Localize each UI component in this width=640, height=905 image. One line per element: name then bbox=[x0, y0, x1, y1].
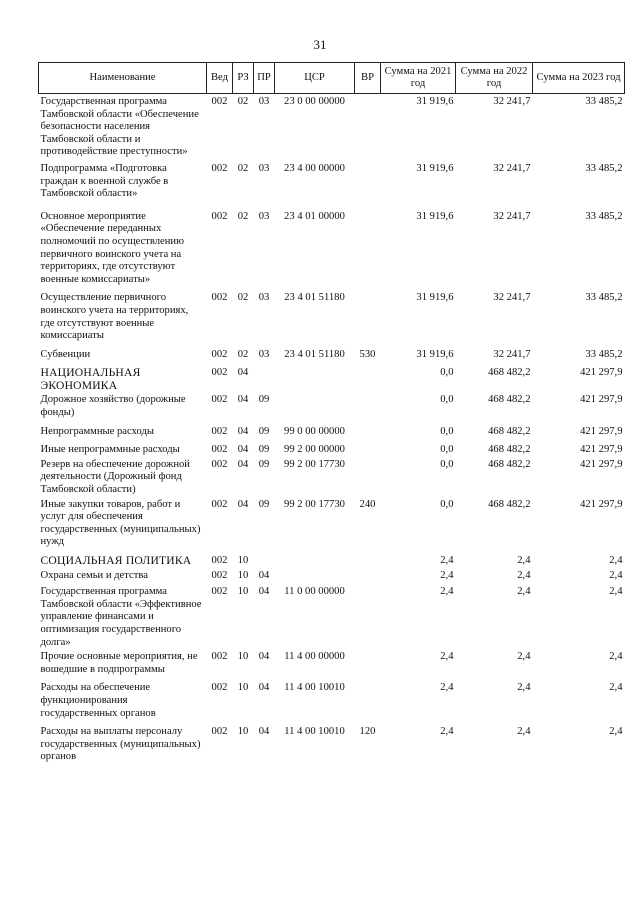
budget-table bbox=[38, 62, 625, 770]
row-pr: 09 bbox=[258, 444, 270, 456]
col-header-vr: ВР bbox=[355, 63, 381, 94]
row-ved: 002 bbox=[211, 651, 228, 663]
row-rz: 02 bbox=[237, 292, 249, 304]
row-name: Государственная программа Тамбовской области «Обеспечение безопасности населения Тамбовской области и противодействие преступности» bbox=[40, 96, 199, 158]
row-vr bbox=[355, 586, 381, 651]
table-row bbox=[39, 682, 625, 726]
row-rz: 02 bbox=[237, 96, 249, 107]
col-header-csr: ЦСР bbox=[275, 63, 355, 94]
row-sum-2022: 2,4 bbox=[517, 569, 531, 581]
row-pr: 03 bbox=[258, 348, 270, 360]
table-row bbox=[39, 367, 625, 394]
row-pr: 04 bbox=[258, 569, 270, 581]
row-ved: 002 bbox=[211, 498, 228, 510]
row-sum-2023: 421 297,9 bbox=[580, 425, 623, 437]
row-pr: 09 bbox=[258, 425, 270, 437]
row-rz: 02 bbox=[237, 348, 249, 360]
row-sum-2023: 2,4 bbox=[609, 726, 623, 738]
row-sum-2021: 2,4 bbox=[440, 651, 454, 663]
row-csr: 99 2 00 17730 bbox=[284, 458, 345, 470]
row-name: НАЦИОНАЛЬНАЯ ЭКОНОМИКА bbox=[40, 366, 141, 392]
table-row bbox=[39, 555, 625, 570]
row-rz: 04 bbox=[237, 458, 249, 470]
row-sum-2022: 32 241,7 bbox=[493, 210, 531, 222]
row-pr: 04 bbox=[258, 682, 270, 694]
row-name: Государственная программа Тамбовской области «Эффективное управление финансами и оптимизация государственного долга» bbox=[40, 586, 202, 648]
row-vr bbox=[355, 682, 381, 726]
row-sum-2023: 33 485,2 bbox=[585, 210, 623, 222]
table-body bbox=[39, 94, 625, 770]
row-sum-2023: 2,4 bbox=[609, 586, 623, 598]
row-csr: 11 4 00 10010 bbox=[284, 682, 345, 694]
row-name: Прочие основные мероприятия, не вошедшие в подпрограммы bbox=[40, 651, 198, 675]
row-name: СОЦИАЛЬНАЯ ПОЛИТИКА bbox=[40, 554, 192, 567]
row-ved: 002 bbox=[211, 96, 228, 107]
row-vr bbox=[355, 94, 381, 163]
row-sum-2023: 2,4 bbox=[609, 569, 623, 581]
row-pr: 04 bbox=[258, 586, 270, 598]
row-pr: 04 bbox=[258, 726, 270, 738]
row-ved: 002 bbox=[211, 394, 228, 406]
row-rz: 10 bbox=[237, 651, 249, 663]
col-header-sum-2023: Сумма на 2023 год bbox=[533, 63, 625, 94]
row-ved: 002 bbox=[211, 458, 228, 470]
row-csr bbox=[275, 555, 355, 570]
row-name: Резерв на обеспечение дорожной деятельности (Дорожный фонд Тамбовской области) bbox=[40, 458, 190, 496]
row-pr: 03 bbox=[258, 96, 270, 107]
table-row bbox=[39, 349, 625, 368]
row-pr: 03 bbox=[258, 292, 270, 304]
row-sum-2023: 421 297,9 bbox=[580, 458, 623, 470]
table-row bbox=[39, 444, 625, 459]
row-vr: 120 bbox=[359, 726, 376, 738]
row-sum-2022: 468 482,2 bbox=[488, 444, 531, 456]
row-sum-2023: 33 485,2 bbox=[585, 162, 623, 174]
row-name: Иные закупки товаров, работ и услуг для обеспечения государственных (муниципальных) нужд bbox=[40, 498, 201, 548]
row-sum-2021: 0,0 bbox=[440, 367, 454, 379]
row-ved: 002 bbox=[211, 586, 228, 598]
row-name: Основное мероприятие «Обеспечение переданных полномочий по осуществлению первичного воинского учета на территориях, где отсутствуют военные комиссариаты» bbox=[40, 210, 185, 285]
row-csr: 99 0 00 00000 bbox=[284, 425, 345, 437]
row-csr: 99 2 00 00000 bbox=[284, 444, 345, 456]
row-name: Дорожное хозяйство (дорожные фонды) bbox=[40, 394, 186, 419]
row-sum-2022: 2,4 bbox=[517, 586, 531, 598]
row-vr bbox=[355, 367, 381, 394]
row-csr bbox=[275, 367, 355, 394]
col-header-pr: ПР bbox=[254, 63, 275, 94]
col-header-ved: Вед bbox=[207, 63, 233, 94]
row-vr bbox=[355, 394, 381, 425]
row-ved: 002 bbox=[211, 726, 228, 738]
table-row bbox=[39, 292, 625, 348]
row-sum-2022: 468 482,2 bbox=[488, 498, 531, 510]
row-sum-2023: 421 297,9 bbox=[580, 498, 623, 510]
row-sum-2021: 31 919,6 bbox=[416, 210, 454, 222]
row-sum-2021: 31 919,6 bbox=[416, 348, 454, 360]
row-vr bbox=[355, 163, 381, 211]
row-name: Охрана семьи и детства bbox=[40, 569, 148, 581]
table-row bbox=[39, 726, 625, 770]
table-row bbox=[39, 459, 625, 499]
row-pr: 09 bbox=[258, 394, 270, 406]
row-sum-2021: 0,0 bbox=[440, 444, 454, 456]
row-rz: 02 bbox=[237, 162, 249, 174]
row-ved: 002 bbox=[211, 555, 228, 566]
row-rz: 04 bbox=[237, 444, 249, 456]
row-csr bbox=[275, 570, 355, 587]
row-sum-2023: 421 297,9 bbox=[580, 394, 623, 406]
row-sum-2021: 0,0 bbox=[440, 394, 454, 406]
row-name: Осуществление первичного воинского учета на территориях, где отсутствуют военные комиссариаты bbox=[40, 292, 189, 342]
row-sum-2023: 33 485,2 bbox=[585, 96, 623, 107]
col-header-name: Наименование bbox=[39, 63, 207, 94]
row-sum-2023: 421 297,9 bbox=[580, 444, 623, 456]
row-ved: 002 bbox=[211, 682, 228, 694]
row-pr: 09 bbox=[258, 498, 270, 510]
row-vr bbox=[355, 211, 381, 293]
row-csr: 23 4 01 51180 bbox=[284, 348, 345, 360]
row-vr bbox=[355, 555, 381, 570]
row-sum-2022: 468 482,2 bbox=[488, 425, 531, 437]
row-pr: 03 bbox=[258, 162, 270, 174]
row-rz: 02 bbox=[237, 210, 249, 222]
row-ved: 002 bbox=[211, 569, 228, 581]
row-rz: 10 bbox=[237, 555, 249, 566]
row-sum-2021: 2,4 bbox=[440, 682, 454, 694]
row-vr bbox=[355, 444, 381, 459]
row-sum-2022: 32 241,7 bbox=[493, 162, 531, 174]
table-row bbox=[39, 94, 625, 163]
table-row bbox=[39, 570, 625, 587]
row-rz: 10 bbox=[237, 569, 249, 581]
row-rz: 10 bbox=[237, 586, 249, 598]
row-rz: 10 bbox=[237, 682, 249, 694]
row-csr: 23 0 00 00000 bbox=[284, 96, 345, 107]
row-sum-2021: 31 919,6 bbox=[416, 292, 454, 304]
row-name: Расходы на обеспечение функционирования государственных органов bbox=[40, 682, 156, 719]
row-rz: 04 bbox=[237, 498, 249, 510]
row-vr bbox=[355, 651, 381, 682]
col-header-sum-2021: Сумма на 2021 год bbox=[381, 63, 456, 94]
row-pr: 03 bbox=[258, 210, 270, 222]
row-sum-2021: 31 919,6 bbox=[416, 162, 454, 174]
row-sum-2022: 2,4 bbox=[517, 682, 531, 694]
row-sum-2021: 0,0 bbox=[440, 498, 454, 510]
row-sum-2021: 2,4 bbox=[440, 555, 454, 566]
row-sum-2022: 2,4 bbox=[517, 726, 531, 738]
row-sum-2022: 468 482,2 bbox=[488, 394, 531, 406]
row-sum-2023: 2,4 bbox=[609, 682, 623, 694]
table-row bbox=[39, 163, 625, 211]
row-pr: 04 bbox=[258, 651, 270, 663]
row-sum-2022: 32 241,7 bbox=[493, 96, 531, 107]
table-row bbox=[39, 211, 625, 293]
row-sum-2023: 33 485,2 bbox=[585, 292, 623, 304]
row-sum-2023: 33 485,2 bbox=[585, 348, 623, 360]
row-vr bbox=[355, 426, 381, 445]
row-csr: 23 4 01 51180 bbox=[284, 292, 345, 304]
row-vr bbox=[355, 570, 381, 587]
row-csr: 23 4 01 00000 bbox=[284, 210, 345, 222]
row-sum-2022: 2,4 bbox=[517, 555, 531, 566]
row-vr: 240 bbox=[359, 498, 376, 510]
row-ved: 002 bbox=[211, 367, 228, 379]
row-ved: 002 bbox=[211, 348, 228, 360]
table-row bbox=[39, 586, 625, 651]
row-csr: 11 4 00 00000 bbox=[284, 651, 345, 663]
row-sum-2021: 0,0 bbox=[440, 458, 454, 470]
row-vr bbox=[355, 292, 381, 348]
row-sum-2021: 2,4 bbox=[440, 586, 454, 598]
row-name: Расходы на выплаты персоналу государственных (муниципальных) органов bbox=[40, 726, 201, 763]
table-row bbox=[39, 394, 625, 425]
table-row bbox=[39, 499, 625, 555]
row-pr: 09 bbox=[258, 458, 270, 470]
row-name: Непрограммные расходы bbox=[40, 425, 154, 437]
row-csr: 99 2 00 17730 bbox=[284, 498, 345, 510]
page-number: 31 bbox=[313, 37, 327, 52]
row-ved: 002 bbox=[211, 210, 228, 222]
row-csr: 11 4 00 10010 bbox=[284, 726, 345, 738]
table-row bbox=[39, 426, 625, 445]
row-sum-2021: 2,4 bbox=[440, 726, 454, 738]
row-ved: 002 bbox=[211, 292, 228, 304]
row-rz: 04 bbox=[237, 394, 249, 406]
col-header-sum-2022: Сумма на 2022 год bbox=[456, 63, 533, 94]
row-sum-2023: 2,4 bbox=[609, 651, 623, 663]
row-csr bbox=[275, 394, 355, 425]
row-ved: 002 bbox=[211, 425, 228, 437]
row-csr: 23 4 00 00000 bbox=[284, 162, 345, 174]
table-row bbox=[39, 651, 625, 682]
row-sum-2023: 421 297,9 bbox=[580, 367, 623, 379]
row-sum-2022: 32 241,7 bbox=[493, 292, 531, 304]
row-pr bbox=[254, 367, 275, 394]
row-sum-2022: 2,4 bbox=[517, 651, 531, 663]
row-pr bbox=[254, 555, 275, 570]
row-rz: 10 bbox=[237, 726, 249, 738]
row-ved: 002 bbox=[211, 444, 228, 456]
row-sum-2022: 32 241,7 bbox=[493, 348, 531, 360]
row-sum-2023: 2,4 bbox=[609, 555, 623, 566]
row-vr bbox=[355, 459, 381, 499]
row-vr: 530 bbox=[359, 348, 376, 360]
row-name: Субвенции bbox=[40, 348, 91, 360]
row-csr: 11 0 00 00000 bbox=[284, 586, 345, 598]
col-header-rz: РЗ bbox=[233, 63, 254, 94]
row-name: Подпрограмма «Подготовка граждан к военной службе в Тамбовской области» bbox=[40, 162, 169, 200]
row-name: Иные непрограммные расходы bbox=[40, 444, 180, 456]
row-sum-2022: 468 482,2 bbox=[488, 458, 531, 470]
row-rz: 04 bbox=[237, 367, 249, 379]
row-sum-2021: 0,0 bbox=[440, 425, 454, 437]
row-rz: 04 bbox=[237, 425, 249, 437]
row-sum-2021: 2,4 bbox=[440, 569, 454, 581]
table-header-row bbox=[39, 63, 625, 94]
row-sum-2022: 468 482,2 bbox=[488, 367, 531, 379]
row-ved: 002 bbox=[211, 162, 228, 174]
row-sum-2021: 31 919,6 bbox=[416, 96, 454, 107]
